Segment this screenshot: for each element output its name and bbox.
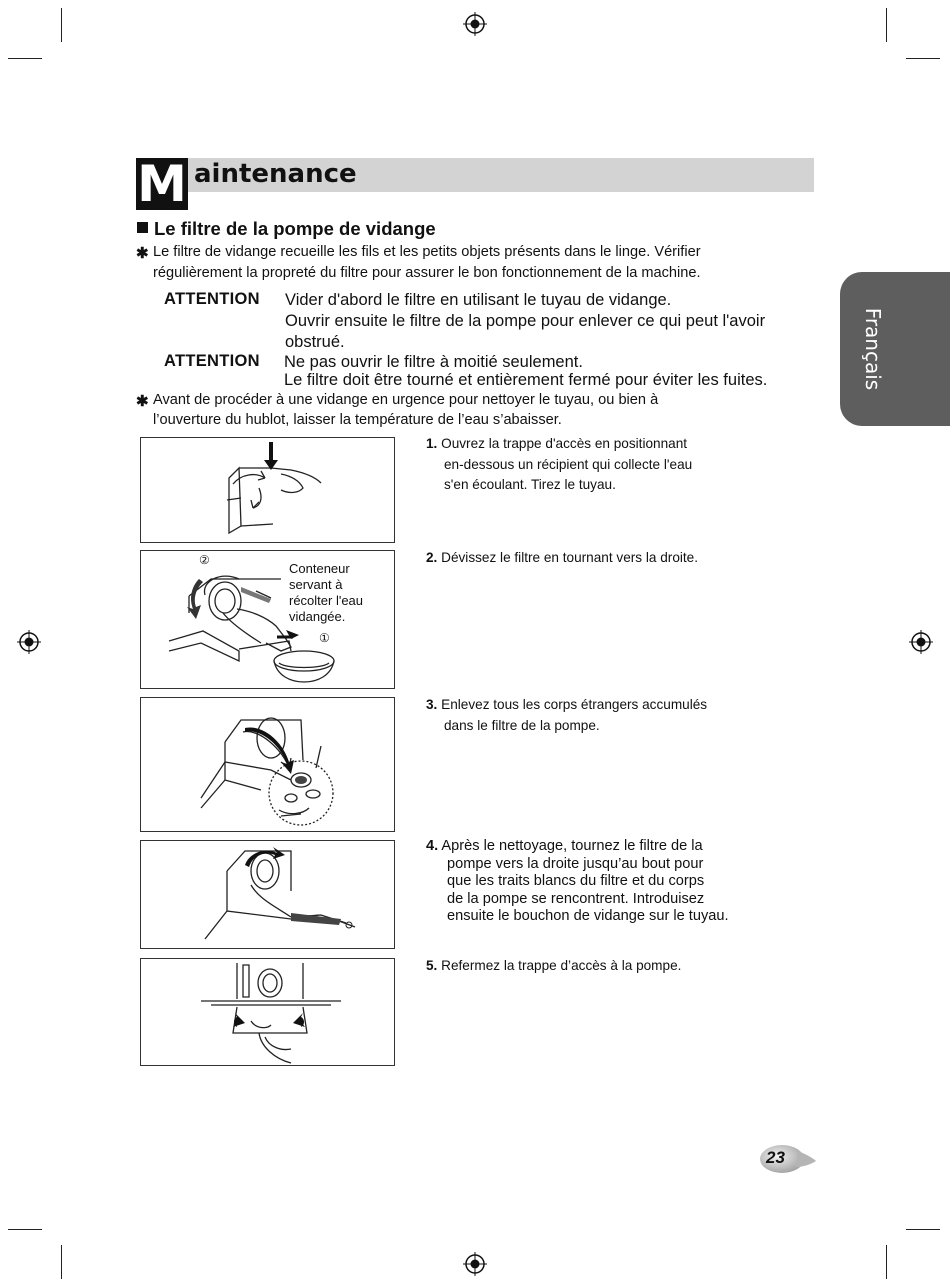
intro-line-2: régulièrement la propreté du filtre pour assurer le bon fonctionnement de la machine.	[153, 265, 701, 281]
step-number: 4.	[426, 838, 439, 854]
section-title-text: Le filtre de la pompe de vidange	[154, 218, 436, 239]
language-tab-label: Français	[861, 307, 886, 391]
clean-filter-illustration	[141, 698, 394, 831]
caption-line: Conteneur	[289, 561, 350, 576]
marker-2: ②	[199, 553, 210, 567]
section-title	[137, 218, 436, 240]
crop-mark	[8, 58, 42, 59]
step-text: ensuite le bouchon de vidange sur le tuyau.	[447, 908, 729, 924]
figure-caption	[289, 561, 363, 625]
registration-mark-icon	[909, 630, 933, 654]
step-1	[426, 434, 692, 496]
registration-mark-icon	[17, 630, 41, 654]
step-2	[426, 548, 698, 569]
page-title: aintenance	[194, 159, 357, 189]
figure-step-1	[140, 437, 395, 543]
crop-mark	[61, 1245, 62, 1279]
intro-line-1: Le filtre de vidange recueille les fils et les petits objets présents dans le linge. Vérifier	[153, 244, 701, 260]
attention-text: Ne pas ouvrir le filtre à moitié seulement.	[284, 353, 583, 371]
crop-mark	[886, 8, 887, 42]
page-number-text: 23	[766, 1148, 785, 1167]
step-text: Enlevez tous les corps étrangers accumulés	[441, 697, 708, 712]
step-text: Refermez la trappe d’accès à la pompe.	[441, 958, 682, 973]
step-text: dans le filtre de la pompe.	[444, 717, 600, 733]
step-text: de la pompe se rencontrent. Introduisez	[447, 890, 705, 907]
registration-mark-icon	[463, 1252, 487, 1276]
step-text: pompe vers la droite jusqu’au bout pour	[447, 855, 704, 872]
step-number: 1.	[426, 436, 438, 451]
crop-mark	[61, 8, 62, 42]
step-3	[426, 695, 707, 736]
crop-mark	[886, 1245, 887, 1279]
attention-label: ATTENTION	[164, 290, 260, 308]
caption-line: servant à	[289, 577, 343, 592]
caption-line: récolter l'eau	[289, 593, 364, 608]
figure-step-2	[140, 550, 395, 689]
attention-text: Vider d'abord le filtre en utilisant le tuyau de vidange.	[285, 291, 672, 309]
step-text: que les traits blancs du filtre et du corps	[447, 873, 705, 889]
crop-mark	[906, 1229, 940, 1230]
marker-1: ①	[319, 631, 330, 645]
attention-label: ATTENTION	[164, 352, 260, 370]
step-number: 3.	[426, 697, 438, 712]
square-bullet-icon	[137, 222, 148, 233]
open-access-door-illustration	[141, 438, 394, 542]
attention-text: Ouvrir ensuite le filtre de la pompe pour enlever ce qui peut l'avoir	[285, 312, 766, 330]
header-initial: M	[137, 155, 187, 213]
asterisk-icon: ✱	[136, 245, 149, 262]
note-line-2: l’ouverture du hublot, laisser la température de l’eau s’abaisser.	[153, 412, 562, 428]
step-text: en-dessous un récipient qui collecte l'eau	[444, 456, 693, 472]
step-text: Dévissez le filtre en tournant vers la droite.	[441, 550, 699, 565]
figure-step-3	[140, 697, 395, 832]
step-number: 5.	[426, 958, 438, 973]
reinstall-filter-illustration	[141, 841, 394, 948]
step-5	[426, 956, 681, 977]
figure-step-5	[140, 958, 395, 1066]
caption-line: vidangée.	[289, 609, 346, 624]
step-text: Après le nettoyage, tournez le filtre de la	[441, 838, 703, 854]
language-tab	[840, 272, 950, 426]
step-text: Ouvrez la trappe d'accès en positionnant	[441, 436, 688, 451]
registration-mark-icon	[463, 12, 487, 36]
step-text: s'en écoulant. Tirez le tuyau.	[444, 477, 616, 492]
close-access-door-illustration	[141, 959, 394, 1065]
page-number	[758, 1143, 816, 1175]
attention-text: Le filtre doit être tourné et entièrement fermé pour éviter les fuites.	[284, 371, 768, 389]
note-line-1: Avant de procéder à une vidange en urgence pour nettoyer le tuyau, ou bien à	[153, 392, 659, 408]
attention-text: obstrué.	[285, 333, 345, 351]
crop-mark	[906, 58, 940, 59]
figure-step-4	[140, 840, 395, 949]
step-number: 2.	[426, 550, 438, 565]
asterisk-icon: ✱	[136, 393, 149, 410]
step-4	[426, 838, 729, 926]
crop-mark	[8, 1229, 42, 1230]
